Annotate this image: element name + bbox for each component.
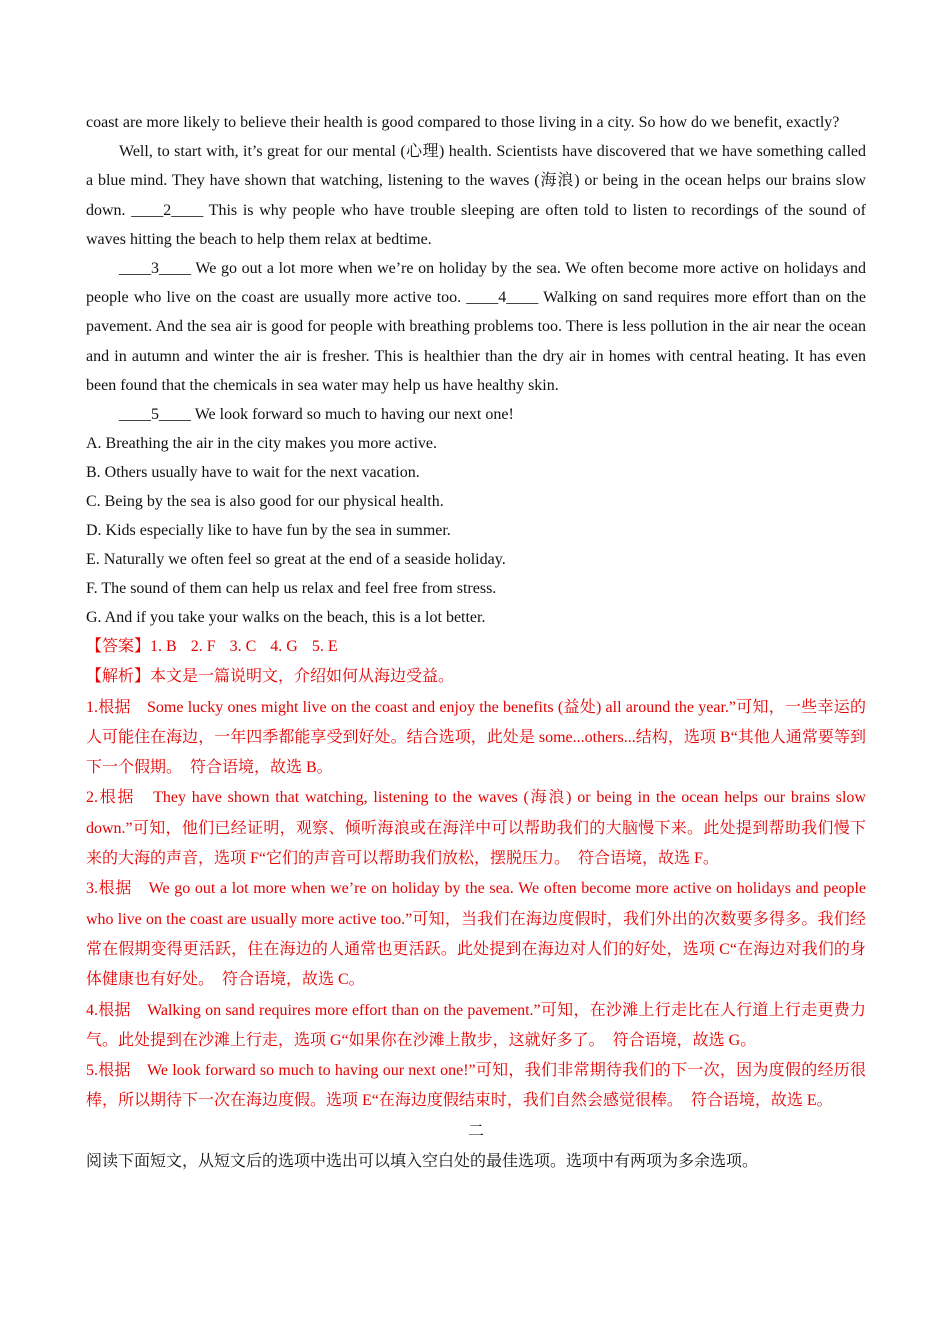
analysis-item: 5.根据 We look forward so much to having our next one!”可知，我们非常期待我们的下一次，因为度假的经历很棒，所以期待下一次在海边度假。选项 E“在海边度假结束时，我们自然会感觉很棒。 符合语境，故选 E。 xyxy=(86,1062,866,1110)
analysis-summary-line xyxy=(86,662,866,692)
passage-paragraph: ____5____ We look forward so much to having our next one! xyxy=(119,406,514,424)
option-f: F. The sound of them can help us relax and feel free from stress. xyxy=(86,580,497,598)
section-instruction: 阅读下面短文，从短文后的选项中选出可以填入空白处的最佳选项。选项中有两项为多余选项。 xyxy=(86,1152,759,1170)
analysis-item: 4.根据 Walking on sand requires more effort than on the pavement.”可知，在沙滩上行走比在人行道上行走更费力气。此处提到在沙滩上行走，选项 G“如果你在沙滩上散步，这就好多了。 符合语境，故选 G。 xyxy=(86,1001,866,1049)
analysis-item: 2.根据 They have shown that watching, listening to the waves (海浪) or being in the ocean helps our brains slow down.”可知，他们已经证明，观察、倾听海浪或在海洋中可以帮助我们的大脑慢下来。此处提到帮助我们慢下来的大海的声音，选项 F“它们的声音可以帮助我们放松，摆脱压力。 符合语境，故选 F。 xyxy=(86,789,866,868)
document-page xyxy=(86,108,866,1177)
answer-line xyxy=(86,632,866,662)
answer-item: 2. F xyxy=(190,638,216,656)
option-e: E. Naturally we often feel so great at the end of a seaside holiday. xyxy=(86,551,506,569)
analysis-label: 【解析】 xyxy=(86,668,151,686)
passage-paragraph: coast are more likely to believe their health is good compared to those living in a city. So how do we benefit, exactly? xyxy=(86,114,840,131)
answer-item: 3. C xyxy=(229,638,257,656)
option-c: C. Being by the sea is also good for our physical health. xyxy=(86,493,444,511)
passage-paragraph: Well, to start with, it’s great for our mental (心理) health. Scientists have discovered that we have something called a blue mind. They have shown that watching, listening to the waves (海浪) or being in the ocean helps our brains slow down. ____2____ This is why people who have trouble sleeping are often told to listen to recordings of the sound of waves hitting the beach to help them relax at bedtime. xyxy=(86,143,866,248)
analysis-item: 3.根据 We go out a lot more when we’re on holiday by the sea. We often become more active on holidays and people who live on the coast are usually more active too.”可知，当我们在海边度假时，我们外出的次数要多得多。我们经常在假期变得更活跃，住在海边的人通常也更活跃。此处提到在海边对人们的好处，选项 C“在海边对我们的身体健康也有好处。 符合语境，故选 C。 xyxy=(86,880,866,989)
answer-item: 5. E xyxy=(311,638,338,656)
section-number: 二 xyxy=(467,1122,484,1140)
option-b: B. Others usually have to wait for the next vacation. xyxy=(86,464,420,482)
option-d: D. Kids especially like to have fun by the sea in summer. xyxy=(86,522,451,540)
option-g: G. And if you take your walks on the beach, this is a lot better. xyxy=(86,609,486,627)
answer-item: 4. G xyxy=(270,638,298,656)
analysis-summary: 本文是一篇说明文，介绍如何从海边受益。 xyxy=(150,668,455,686)
options-list xyxy=(86,429,866,632)
answer-label: 【答案】 xyxy=(86,638,151,656)
answer-item: 1. B xyxy=(150,638,177,656)
passage-paragraph: ____3____ We go out a lot more when we’re on holiday by the sea. We often become more active on holidays and people who live on the coast are usually more active too. ____4____ Walking on sand requires more effort than on the pavement. And the sea air is good for people with breathing problems too. There is less pollution in the air near the ocean and in autumn and winter the air is fresher. This is healthier than the dry air in homes with central heating. It has even been found that the chemicals in sea water may help us have healthy skin. xyxy=(86,260,866,394)
option-a: A. Breathing the air in the city makes you more active. xyxy=(86,435,437,453)
analysis-item: 1.根据 Some lucky ones might live on the coast and enjoy the benefits (益处) all around the year.”可知，一些幸运的人可能住在海边，一年四季都能享受到好处。结合选项，此处是 some...others...结构，选项 B“其他人通常要等到下一个假期。 符合语境，故选 B。 xyxy=(86,698,866,777)
